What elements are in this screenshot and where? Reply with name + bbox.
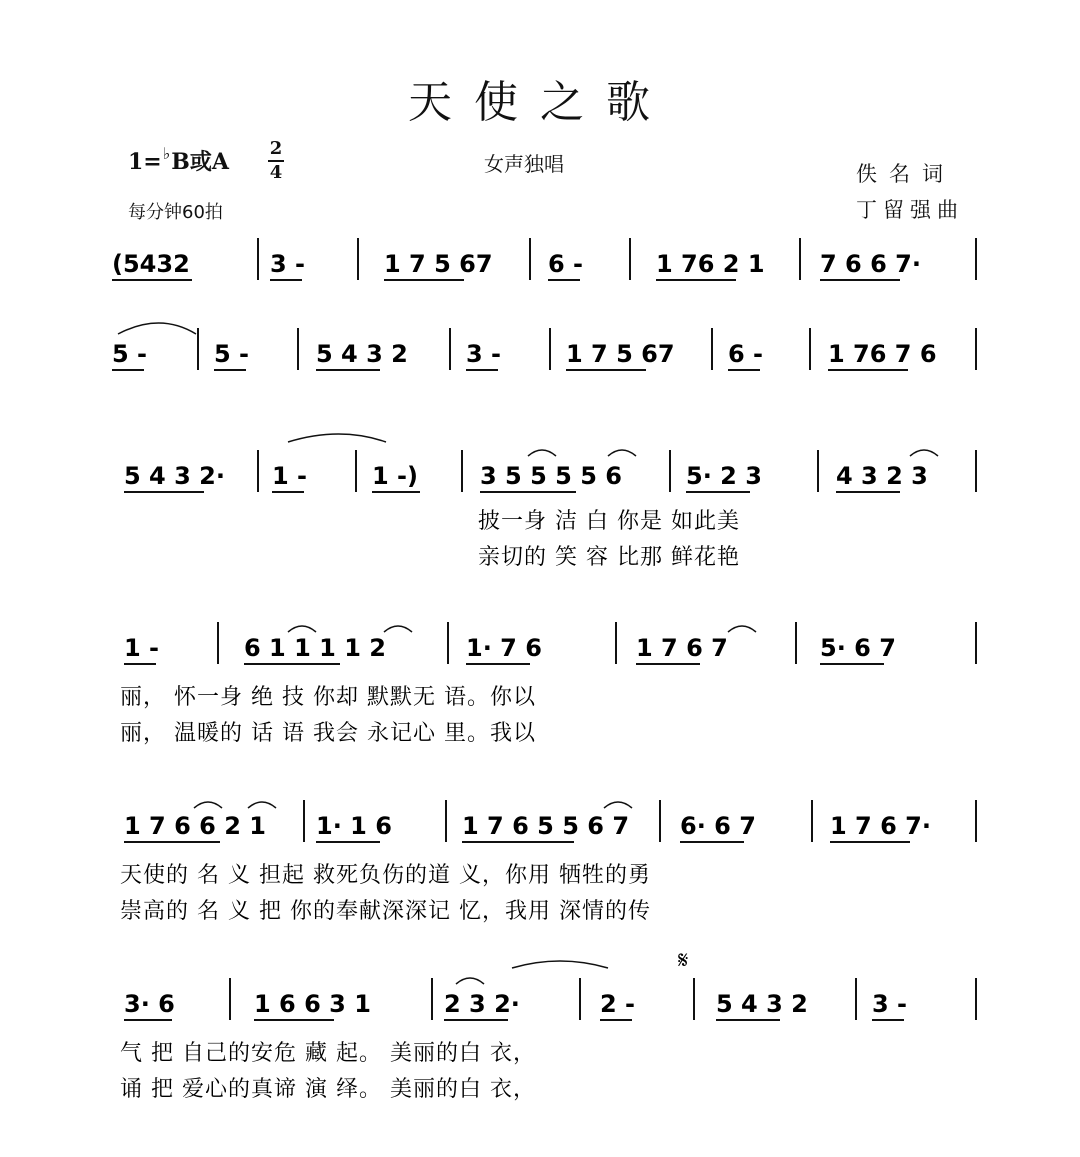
tie-arc — [118, 323, 196, 334]
note-group: 3 - — [466, 340, 502, 368]
note-group: 5 4 3 2 — [316, 340, 408, 368]
lyricist-credit: 佚名词 — [856, 162, 955, 186]
tempo-marking: 每分钟60拍 — [128, 202, 223, 223]
note-group: 1 7 6 7· — [830, 812, 931, 840]
note-group: 1 7 6 7 — [636, 634, 728, 662]
note-group: 1 76 2 1 — [656, 250, 765, 278]
note-group: 2 - — [600, 990, 636, 1018]
note-group: 5· 2 3 — [686, 462, 762, 490]
note-group: 1· 1 6 — [316, 812, 392, 840]
note-group: 7 6 6 7· — [820, 250, 921, 278]
lyric-line: 亲切的 笑 容 比那 鲜花艳 — [478, 545, 740, 570]
key-name: B或A — [171, 149, 229, 175]
note-group: 3· 6 — [124, 990, 175, 1018]
note-group: 3 - — [270, 250, 306, 278]
note-group: 3 - — [872, 990, 908, 1018]
note-group: 5 - — [112, 340, 148, 368]
note-group: 1 7 6 5 5 6 7 — [462, 812, 630, 840]
lyric-line: 崇高的 名 义 把 你的奉献深深记 忆，我用 深情的传 — [120, 899, 651, 924]
note-group: (5432 — [112, 250, 190, 278]
lyric-line: 丽， 怀一身 绝 技 你却 默默无 语。你以 — [120, 685, 536, 710]
meter-bottom: 4 — [269, 162, 283, 183]
composer-credit: 丁留强曲 — [856, 198, 964, 222]
note-group: 5· 6 7 — [820, 634, 896, 662]
flat-symbol: ♭ — [162, 144, 171, 163]
song-title: 天使之歌 — [408, 77, 672, 128]
slur-arc — [248, 802, 276, 808]
lyric-line: 诵 把 爱心的真谛 演 绎。 美丽的白 衣， — [120, 1077, 536, 1102]
note-group: 1 - — [124, 634, 160, 662]
slur-arc — [384, 626, 412, 632]
slur-arc — [728, 626, 756, 632]
slur-arc — [288, 626, 316, 632]
slur-arc — [528, 450, 556, 456]
tie-arc — [512, 961, 608, 968]
note-group: 6 1 1 1 1 2 — [244, 634, 386, 662]
note-group: 1 7 5 67 — [384, 250, 493, 278]
note-group: 5 4 3 2· — [124, 462, 225, 490]
note-group: 1 7 5 67 — [566, 340, 675, 368]
slur-arc — [608, 450, 636, 456]
key-prefix: 1= — [128, 149, 162, 175]
note-group: 6· 6 7 — [680, 812, 756, 840]
slur-arc — [604, 802, 632, 808]
note-group: 1 76 7 6 — [828, 340, 937, 368]
note-group: 1· 7 6 — [466, 634, 542, 662]
lyric-line: 丽， 温暖的 话 语 我会 永记心 里。我以 — [120, 721, 536, 746]
lyric-line: 气 把 自己的安危 藏 起。 美丽的白 衣， — [120, 1041, 536, 1066]
note-group: 5 - — [214, 340, 250, 368]
note-group: 1 7 6 6 2 1 — [124, 812, 266, 840]
meter-top: 2 — [269, 138, 283, 159]
tie-arc — [288, 434, 386, 442]
note-group: 2 3 2· — [444, 990, 520, 1018]
note-group: 1 6 6 3 1 — [254, 990, 371, 1018]
note-group: 1 - — [272, 462, 308, 490]
note-group: 3 5 5 5 5 6 — [480, 462, 622, 490]
note-group: 5 4 3 2 — [716, 990, 808, 1018]
note-group: 6 - — [548, 250, 584, 278]
performance-subtitle: 女声独唱 — [484, 152, 564, 176]
slur-arc — [194, 802, 222, 808]
slur-arc — [456, 978, 484, 984]
note-group: 4 3 2 3 — [836, 462, 928, 490]
slur-arc — [910, 450, 938, 456]
lyric-line: 天使的 名 义 担起 救死负伤的道 义，你用 牺牲的勇 — [120, 863, 651, 888]
note-group: 6 - — [728, 340, 764, 368]
segno-sign: 𝄋 — [678, 946, 689, 974]
note-group: 1 -) — [372, 462, 418, 490]
lyric-line: 披一身 洁 白 你是 如此美 — [478, 509, 740, 534]
